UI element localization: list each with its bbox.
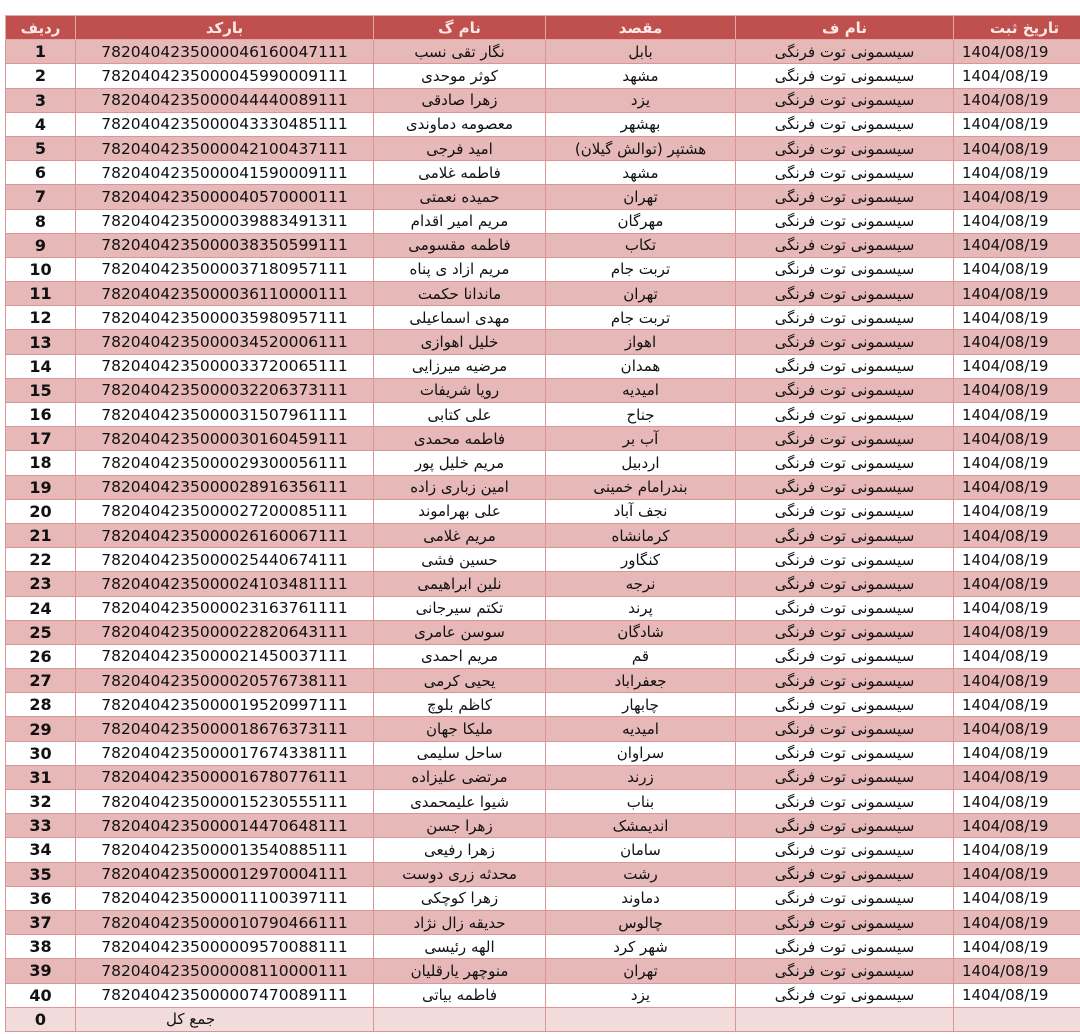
- row-number-cell: 29: [6, 717, 76, 741]
- destination-cell: دماوند: [546, 886, 736, 910]
- barcode-cell: 7820404235000034520006111: [76, 330, 374, 354]
- date-cell: 1404/08/19: [954, 88, 1080, 112]
- table-row: [6, 596, 1080, 620]
- table-row: [6, 959, 1080, 983]
- destination-cell: مشهد: [546, 64, 736, 88]
- date-cell: 1404/08/19: [954, 185, 1080, 209]
- destination-cell: همدان: [546, 354, 736, 378]
- destination-cell: نرجه: [546, 572, 736, 596]
- table-row: [6, 257, 1080, 281]
- sender-name-cell: سیسمونی توت فرنگی: [736, 862, 954, 886]
- table-row: [6, 378, 1080, 402]
- barcode-cell: 7820404235000012970004111: [76, 862, 374, 886]
- destination-cell: امیدیه: [546, 378, 736, 402]
- total-label: جمع کل: [76, 1007, 374, 1031]
- barcode-cell: 7820404235000011100397111: [76, 886, 374, 910]
- sender-name-cell: سیسمونی توت فرنگی: [736, 693, 954, 717]
- receiver-name-cell: مریم امیر اقدام: [374, 209, 546, 233]
- receiver-name-cell: یحیی کرمی: [374, 669, 546, 693]
- barcode-cell: 7820404235000014470648111: [76, 814, 374, 838]
- table-row: [6, 354, 1080, 378]
- receiver-name-cell: امید فرجی: [374, 136, 546, 160]
- barcode-cell: 7820404235000022820643111: [76, 620, 374, 644]
- receiver-name-cell: منوچهر یارقلیان: [374, 959, 546, 983]
- row-number-cell: 24: [6, 596, 76, 620]
- destination-cell: چالوس: [546, 910, 736, 934]
- receiver-name-cell: ملیکا جهان: [374, 717, 546, 741]
- sender-name-cell: سیسمونی توت فرنگی: [736, 548, 954, 572]
- date-cell: 1404/08/19: [954, 403, 1080, 427]
- total-empty-cell: [954, 1007, 1080, 1031]
- barcode-cell: 7820404235000007470089111: [76, 983, 374, 1007]
- row-number-cell: 12: [6, 306, 76, 330]
- receiver-name-cell: مریم خلیل پور: [374, 451, 546, 475]
- barcode-cell: 7820404235000040570000111: [76, 185, 374, 209]
- destination-cell: کنگاور: [546, 548, 736, 572]
- sender-name-cell: سیسمونی توت فرنگی: [736, 596, 954, 620]
- date-cell: 1404/08/19: [954, 983, 1080, 1007]
- header-date: تاریخ ثبت: [954, 16, 1080, 40]
- date-cell: 1404/08/19: [954, 693, 1080, 717]
- barcode-cell: 7820404235000043330485111: [76, 112, 374, 136]
- destination-cell: بابل: [546, 40, 736, 64]
- date-cell: 1404/08/19: [954, 378, 1080, 402]
- barcode-cell: 7820404235000037180957111: [76, 257, 374, 281]
- destination-cell: امیدیه: [546, 717, 736, 741]
- barcode-cell: 7820404235000041590009111: [76, 161, 374, 185]
- receiver-name-cell: مریم غلامی: [374, 523, 546, 547]
- date-cell: 1404/08/19: [954, 790, 1080, 814]
- table-row: [6, 161, 1080, 185]
- receiver-name-cell: مرتضی علیزاده: [374, 765, 546, 789]
- sender-name-cell: سیسمونی توت فرنگی: [736, 282, 954, 306]
- barcode-cell: 7820404235000010790466111: [76, 910, 374, 934]
- destination-cell: بندرامام خمینی: [546, 475, 736, 499]
- table-row: [6, 790, 1080, 814]
- sender-name-cell: سیسمونی توت فرنگی: [736, 403, 954, 427]
- barcode-cell: 7820404235000023163761111: [76, 596, 374, 620]
- receiver-name-cell: علی کتابی: [374, 403, 546, 427]
- date-cell: 1404/08/19: [954, 233, 1080, 257]
- receiver-name-cell: فاطمه بیاتی: [374, 983, 546, 1007]
- row-number-cell: 15: [6, 378, 76, 402]
- row-number-cell: 38: [6, 935, 76, 959]
- date-cell: 1404/08/19: [954, 40, 1080, 64]
- sender-name-cell: سیسمونی توت فرنگی: [736, 499, 954, 523]
- row-number-cell: 18: [6, 451, 76, 475]
- destination-cell: زرند: [546, 765, 736, 789]
- receiver-name-cell: فاطمه محمدی: [374, 427, 546, 451]
- row-number-cell: 19: [6, 475, 76, 499]
- sender-name-cell: سیسمونی توت فرنگی: [736, 88, 954, 112]
- barcode-cell: 7820404235000013540885111: [76, 838, 374, 862]
- barcode-cell: 7820404235000016780776111: [76, 765, 374, 789]
- date-cell: 1404/08/19: [954, 257, 1080, 281]
- row-number-cell: 17: [6, 427, 76, 451]
- date-cell: 1404/08/19: [954, 548, 1080, 572]
- row-number-cell: 9: [6, 233, 76, 257]
- sender-name-cell: سیسمونی توت فرنگی: [736, 257, 954, 281]
- barcode-cell: 7820404235000042100437111: [76, 136, 374, 160]
- sender-name-cell: سیسمونی توت فرنگی: [736, 910, 954, 934]
- destination-cell: نجف آباد: [546, 499, 736, 523]
- shipment-sheet: [5, 15, 1080, 1032]
- receiver-name-cell: مهدی اسماعیلی: [374, 306, 546, 330]
- barcode-cell: 7820404235000030160459111: [76, 427, 374, 451]
- row-number-cell: 13: [6, 330, 76, 354]
- receiver-name-cell: حمیده نعمتی: [374, 185, 546, 209]
- table-row: [6, 886, 1080, 910]
- barcode-cell: 7820404235000032206373111: [76, 378, 374, 402]
- destination-cell: بناب: [546, 790, 736, 814]
- table-row: [6, 814, 1080, 838]
- row-number-cell: 31: [6, 765, 76, 789]
- barcode-cell: 7820404235000033720065111: [76, 354, 374, 378]
- destination-cell: تهران: [546, 185, 736, 209]
- receiver-name-cell: نلین ابراهیمی: [374, 572, 546, 596]
- row-number-cell: 11: [6, 282, 76, 306]
- date-cell: 1404/08/19: [954, 620, 1080, 644]
- barcode-cell: 7820404235000019520997111: [76, 693, 374, 717]
- date-cell: 1404/08/19: [954, 161, 1080, 185]
- row-number-cell: 37: [6, 910, 76, 934]
- table-row: [6, 669, 1080, 693]
- destination-cell: تهران: [546, 959, 736, 983]
- table-row: [6, 427, 1080, 451]
- sender-name-cell: سیسمونی توت فرنگی: [736, 717, 954, 741]
- receiver-name-cell: زهرا صادقی: [374, 88, 546, 112]
- row-number-cell: 27: [6, 669, 76, 693]
- table-row: [6, 523, 1080, 547]
- table-row: [6, 475, 1080, 499]
- barcode-cell: 7820404235000018676373111: [76, 717, 374, 741]
- row-number-cell: 23: [6, 572, 76, 596]
- table-row: [6, 282, 1080, 306]
- row-number-cell: 32: [6, 790, 76, 814]
- barcode-cell: 7820404235000025440674111: [76, 548, 374, 572]
- receiver-name-cell: زهرا رفیعی: [374, 838, 546, 862]
- date-cell: 1404/08/19: [954, 838, 1080, 862]
- row-number-cell: 4: [6, 112, 76, 136]
- destination-cell: آب بر: [546, 427, 736, 451]
- row-number-cell: 39: [6, 959, 76, 983]
- table-row: [6, 112, 1080, 136]
- date-cell: 1404/08/19: [954, 523, 1080, 547]
- barcode-cell: 7820404235000024103481111: [76, 572, 374, 596]
- row-number-cell: 3: [6, 88, 76, 112]
- header-sender: نام ف: [736, 16, 954, 40]
- destination-cell: رشت: [546, 862, 736, 886]
- receiver-name-cell: مریم ازاد ی پناه: [374, 257, 546, 281]
- header-row-number: ردیف: [6, 16, 76, 40]
- table-row: [6, 209, 1080, 233]
- destination-cell: چابهار: [546, 693, 736, 717]
- date-cell: 1404/08/19: [954, 427, 1080, 451]
- receiver-name-cell: کوثر موحدی: [374, 64, 546, 88]
- row-number-cell: 16: [6, 403, 76, 427]
- row-number-cell: 10: [6, 257, 76, 281]
- receiver-name-cell: ماندانا حکمت: [374, 282, 546, 306]
- sender-name-cell: سیسمونی توت فرنگی: [736, 959, 954, 983]
- receiver-name-cell: امین زباری زاده: [374, 475, 546, 499]
- destination-cell: جناح: [546, 403, 736, 427]
- barcode-cell: 7820404235000021450037111: [76, 644, 374, 668]
- destination-cell: یزد: [546, 88, 736, 112]
- table-row: [6, 620, 1080, 644]
- barcode-cell: 7820404235000046160047111: [76, 40, 374, 64]
- row-number-cell: 30: [6, 741, 76, 765]
- row-number-cell: 33: [6, 814, 76, 838]
- date-cell: 1404/08/19: [954, 451, 1080, 475]
- barcode-cell: 7820404235000009570088111: [76, 935, 374, 959]
- sender-name-cell: سیسمونی توت فرنگی: [736, 741, 954, 765]
- header-row: [6, 16, 1080, 40]
- receiver-name-cell: فاطمه مقسومی: [374, 233, 546, 257]
- table-row: [6, 983, 1080, 1007]
- date-cell: 1404/08/19: [954, 765, 1080, 789]
- barcode-cell: 7820404235000044440089111: [76, 88, 374, 112]
- receiver-name-cell: نگار تقی نسب: [374, 40, 546, 64]
- total-row: [6, 1007, 1080, 1031]
- row-number-cell: 1: [6, 40, 76, 64]
- date-cell: 1404/08/19: [954, 596, 1080, 620]
- destination-cell: مهرگان: [546, 209, 736, 233]
- destination-cell: شهر کرد: [546, 935, 736, 959]
- barcode-cell: 7820404235000036110000111: [76, 282, 374, 306]
- sender-name-cell: سیسمونی توت فرنگی: [736, 136, 954, 160]
- sender-name-cell: سیسمونی توت فرنگی: [736, 306, 954, 330]
- receiver-name-cell: علی بهراموند: [374, 499, 546, 523]
- barcode-cell: 7820404235000017674338111: [76, 741, 374, 765]
- barcode-cell: 7820404235000008110000111: [76, 959, 374, 983]
- date-cell: 1404/08/19: [954, 330, 1080, 354]
- destination-cell: یزد: [546, 983, 736, 1007]
- row-number-cell: 26: [6, 644, 76, 668]
- receiver-name-cell: مرضیه میرزایی: [374, 354, 546, 378]
- date-cell: 1404/08/19: [954, 935, 1080, 959]
- table-row: [6, 306, 1080, 330]
- destination-cell: کرمانشاه: [546, 523, 736, 547]
- row-number-cell: 20: [6, 499, 76, 523]
- receiver-name-cell: مریم احمدی: [374, 644, 546, 668]
- table-row: [6, 644, 1080, 668]
- sender-name-cell: سیسمونی توت فرنگی: [736, 112, 954, 136]
- destination-cell: تهران: [546, 282, 736, 306]
- row-number-cell: 36: [6, 886, 76, 910]
- receiver-name-cell: رویا شریفات: [374, 378, 546, 402]
- receiver-name-cell: تکتم سیرجانی: [374, 596, 546, 620]
- date-cell: 1404/08/19: [954, 64, 1080, 88]
- row-number-cell: 35: [6, 862, 76, 886]
- sender-name-cell: سیسمونی توت فرنگی: [736, 185, 954, 209]
- barcode-cell: 7820404235000027200085111: [76, 499, 374, 523]
- barcode-cell: 7820404235000028916356111: [76, 475, 374, 499]
- sender-name-cell: سیسمونی توت فرنگی: [736, 427, 954, 451]
- destination-cell: پرند: [546, 596, 736, 620]
- shipments-table: [5, 15, 1080, 1032]
- sender-name-cell: سیسمونی توت فرنگی: [736, 209, 954, 233]
- date-cell: 1404/08/19: [954, 959, 1080, 983]
- destination-cell: تربت جام: [546, 306, 736, 330]
- date-cell: 1404/08/19: [954, 669, 1080, 693]
- row-number-cell: 34: [6, 838, 76, 862]
- sender-name-cell: سیسمونی توت فرنگی: [736, 669, 954, 693]
- sender-name-cell: سیسمونی توت فرنگی: [736, 886, 954, 910]
- date-cell: 1404/08/19: [954, 499, 1080, 523]
- receiver-name-cell: زهرا کوچکی: [374, 886, 546, 910]
- date-cell: 1404/08/19: [954, 112, 1080, 136]
- sender-name-cell: سیسمونی توت فرنگی: [736, 838, 954, 862]
- sender-name-cell: سیسمونی توت فرنگی: [736, 523, 954, 547]
- date-cell: 1404/08/19: [954, 354, 1080, 378]
- table-row: [6, 717, 1080, 741]
- destination-cell: جعفراباد: [546, 669, 736, 693]
- barcode-cell: 7820404235000035980957111: [76, 306, 374, 330]
- table-row: [6, 233, 1080, 257]
- barcode-cell: 7820404235000031507961111: [76, 403, 374, 427]
- receiver-name-cell: الهه رئیسی: [374, 935, 546, 959]
- barcode-cell: 7820404235000039883491311: [76, 209, 374, 233]
- sender-name-cell: سیسمونی توت فرنگی: [736, 64, 954, 88]
- destination-cell: شادگان: [546, 620, 736, 644]
- sender-name-cell: سیسمونی توت فرنگی: [736, 983, 954, 1007]
- date-cell: 1404/08/19: [954, 572, 1080, 596]
- destination-cell: هشتپر (توالش گیلان): [546, 136, 736, 160]
- table-row: [6, 451, 1080, 475]
- sender-name-cell: سیسمونی توت فرنگی: [736, 620, 954, 644]
- row-number-cell: 28: [6, 693, 76, 717]
- destination-cell: تکاب: [546, 233, 736, 257]
- total-empty-cell: [736, 1007, 954, 1031]
- row-number-cell: 40: [6, 983, 76, 1007]
- date-cell: 1404/08/19: [954, 475, 1080, 499]
- table-body: [6, 40, 1080, 1008]
- row-number-cell: 8: [6, 209, 76, 233]
- sender-name-cell: سیسمونی توت فرنگی: [736, 161, 954, 185]
- row-number-cell: 5: [6, 136, 76, 160]
- receiver-name-cell: محدثه زری دوست: [374, 862, 546, 886]
- header-receiver: نام گ: [374, 16, 546, 40]
- table-row: [6, 330, 1080, 354]
- header-destination: مقصد: [546, 16, 736, 40]
- receiver-name-cell: فاطمه غلامی: [374, 161, 546, 185]
- destination-cell: تربت جام: [546, 257, 736, 281]
- table-row: [6, 741, 1080, 765]
- table-row: [6, 548, 1080, 572]
- table-row: [6, 403, 1080, 427]
- barcode-cell: 7820404235000029300056111: [76, 451, 374, 475]
- table-row: [6, 64, 1080, 88]
- total-empty-cell: [374, 1007, 546, 1031]
- destination-cell: سراوان: [546, 741, 736, 765]
- row-number-cell: 22: [6, 548, 76, 572]
- date-cell: 1404/08/19: [954, 282, 1080, 306]
- table-row: [6, 838, 1080, 862]
- row-number-cell: 6: [6, 161, 76, 185]
- sender-name-cell: سیسمونی توت فرنگی: [736, 572, 954, 596]
- barcode-cell: 7820404235000038350599111: [76, 233, 374, 257]
- table-row: [6, 693, 1080, 717]
- date-cell: 1404/08/19: [954, 136, 1080, 160]
- table-row: [6, 935, 1080, 959]
- receiver-name-cell: سوسن عامری: [374, 620, 546, 644]
- date-cell: 1404/08/19: [954, 644, 1080, 668]
- date-cell: 1404/08/19: [954, 209, 1080, 233]
- destination-cell: سامان: [546, 838, 736, 862]
- date-cell: 1404/08/19: [954, 910, 1080, 934]
- sender-name-cell: سیسمونی توت فرنگی: [736, 790, 954, 814]
- receiver-name-cell: معصومه دماوندی: [374, 112, 546, 136]
- date-cell: 1404/08/19: [954, 306, 1080, 330]
- table-row: [6, 136, 1080, 160]
- date-cell: 1404/08/19: [954, 717, 1080, 741]
- sender-name-cell: سیسمونی توت فرنگی: [736, 330, 954, 354]
- date-cell: 1404/08/19: [954, 741, 1080, 765]
- sender-name-cell: سیسمونی توت فرنگی: [736, 354, 954, 378]
- receiver-name-cell: کاظم بلوچ: [374, 693, 546, 717]
- table-row: [6, 499, 1080, 523]
- table-row: [6, 862, 1080, 886]
- sender-name-cell: سیسمونی توت فرنگی: [736, 814, 954, 838]
- row-number-cell: 14: [6, 354, 76, 378]
- table-row: [6, 88, 1080, 112]
- row-number-cell: 7: [6, 185, 76, 209]
- destination-cell: اندیمشک: [546, 814, 736, 838]
- receiver-name-cell: حدیقه زال نژاد: [374, 910, 546, 934]
- date-cell: 1404/08/19: [954, 862, 1080, 886]
- total-value: 0: [6, 1007, 76, 1031]
- row-number-cell: 25: [6, 620, 76, 644]
- barcode-cell: 7820404235000015230555111: [76, 790, 374, 814]
- sender-name-cell: سیسمونی توت فرنگی: [736, 644, 954, 668]
- date-cell: 1404/08/19: [954, 814, 1080, 838]
- destination-cell: مشهد: [546, 161, 736, 185]
- table-row: [6, 910, 1080, 934]
- sender-name-cell: سیسمونی توت فرنگی: [736, 451, 954, 475]
- table-row: [6, 40, 1080, 64]
- destination-cell: قم: [546, 644, 736, 668]
- row-number-cell: 2: [6, 64, 76, 88]
- destination-cell: بهشهر: [546, 112, 736, 136]
- table-row: [6, 185, 1080, 209]
- receiver-name-cell: حسین فشی: [374, 548, 546, 572]
- sender-name-cell: سیسمونی توت فرنگی: [736, 765, 954, 789]
- sender-name-cell: سیسمونی توت فرنگی: [736, 378, 954, 402]
- receiver-name-cell: ساحل سلیمی: [374, 741, 546, 765]
- receiver-name-cell: خلیل اهوازی: [374, 330, 546, 354]
- sender-name-cell: سیسمونی توت فرنگی: [736, 475, 954, 499]
- barcode-cell: 7820404235000020576738111: [76, 669, 374, 693]
- receiver-name-cell: زهرا جسن: [374, 814, 546, 838]
- receiver-name-cell: شیوا علیمحمدی: [374, 790, 546, 814]
- barcode-cell: 7820404235000026160067111: [76, 523, 374, 547]
- table-row: [6, 765, 1080, 789]
- sender-name-cell: سیسمونی توت فرنگی: [736, 935, 954, 959]
- date-cell: 1404/08/19: [954, 886, 1080, 910]
- sender-name-cell: سیسمونی توت فرنگی: [736, 233, 954, 257]
- table-row: [6, 572, 1080, 596]
- destination-cell: اردبیل: [546, 451, 736, 475]
- header-barcode: بارکد: [76, 16, 374, 40]
- total-empty-cell: [546, 1007, 736, 1031]
- destination-cell: اهواز: [546, 330, 736, 354]
- sender-name-cell: سیسمونی توت فرنگی: [736, 40, 954, 64]
- barcode-cell: 7820404235000045990009111: [76, 64, 374, 88]
- row-number-cell: 21: [6, 523, 76, 547]
